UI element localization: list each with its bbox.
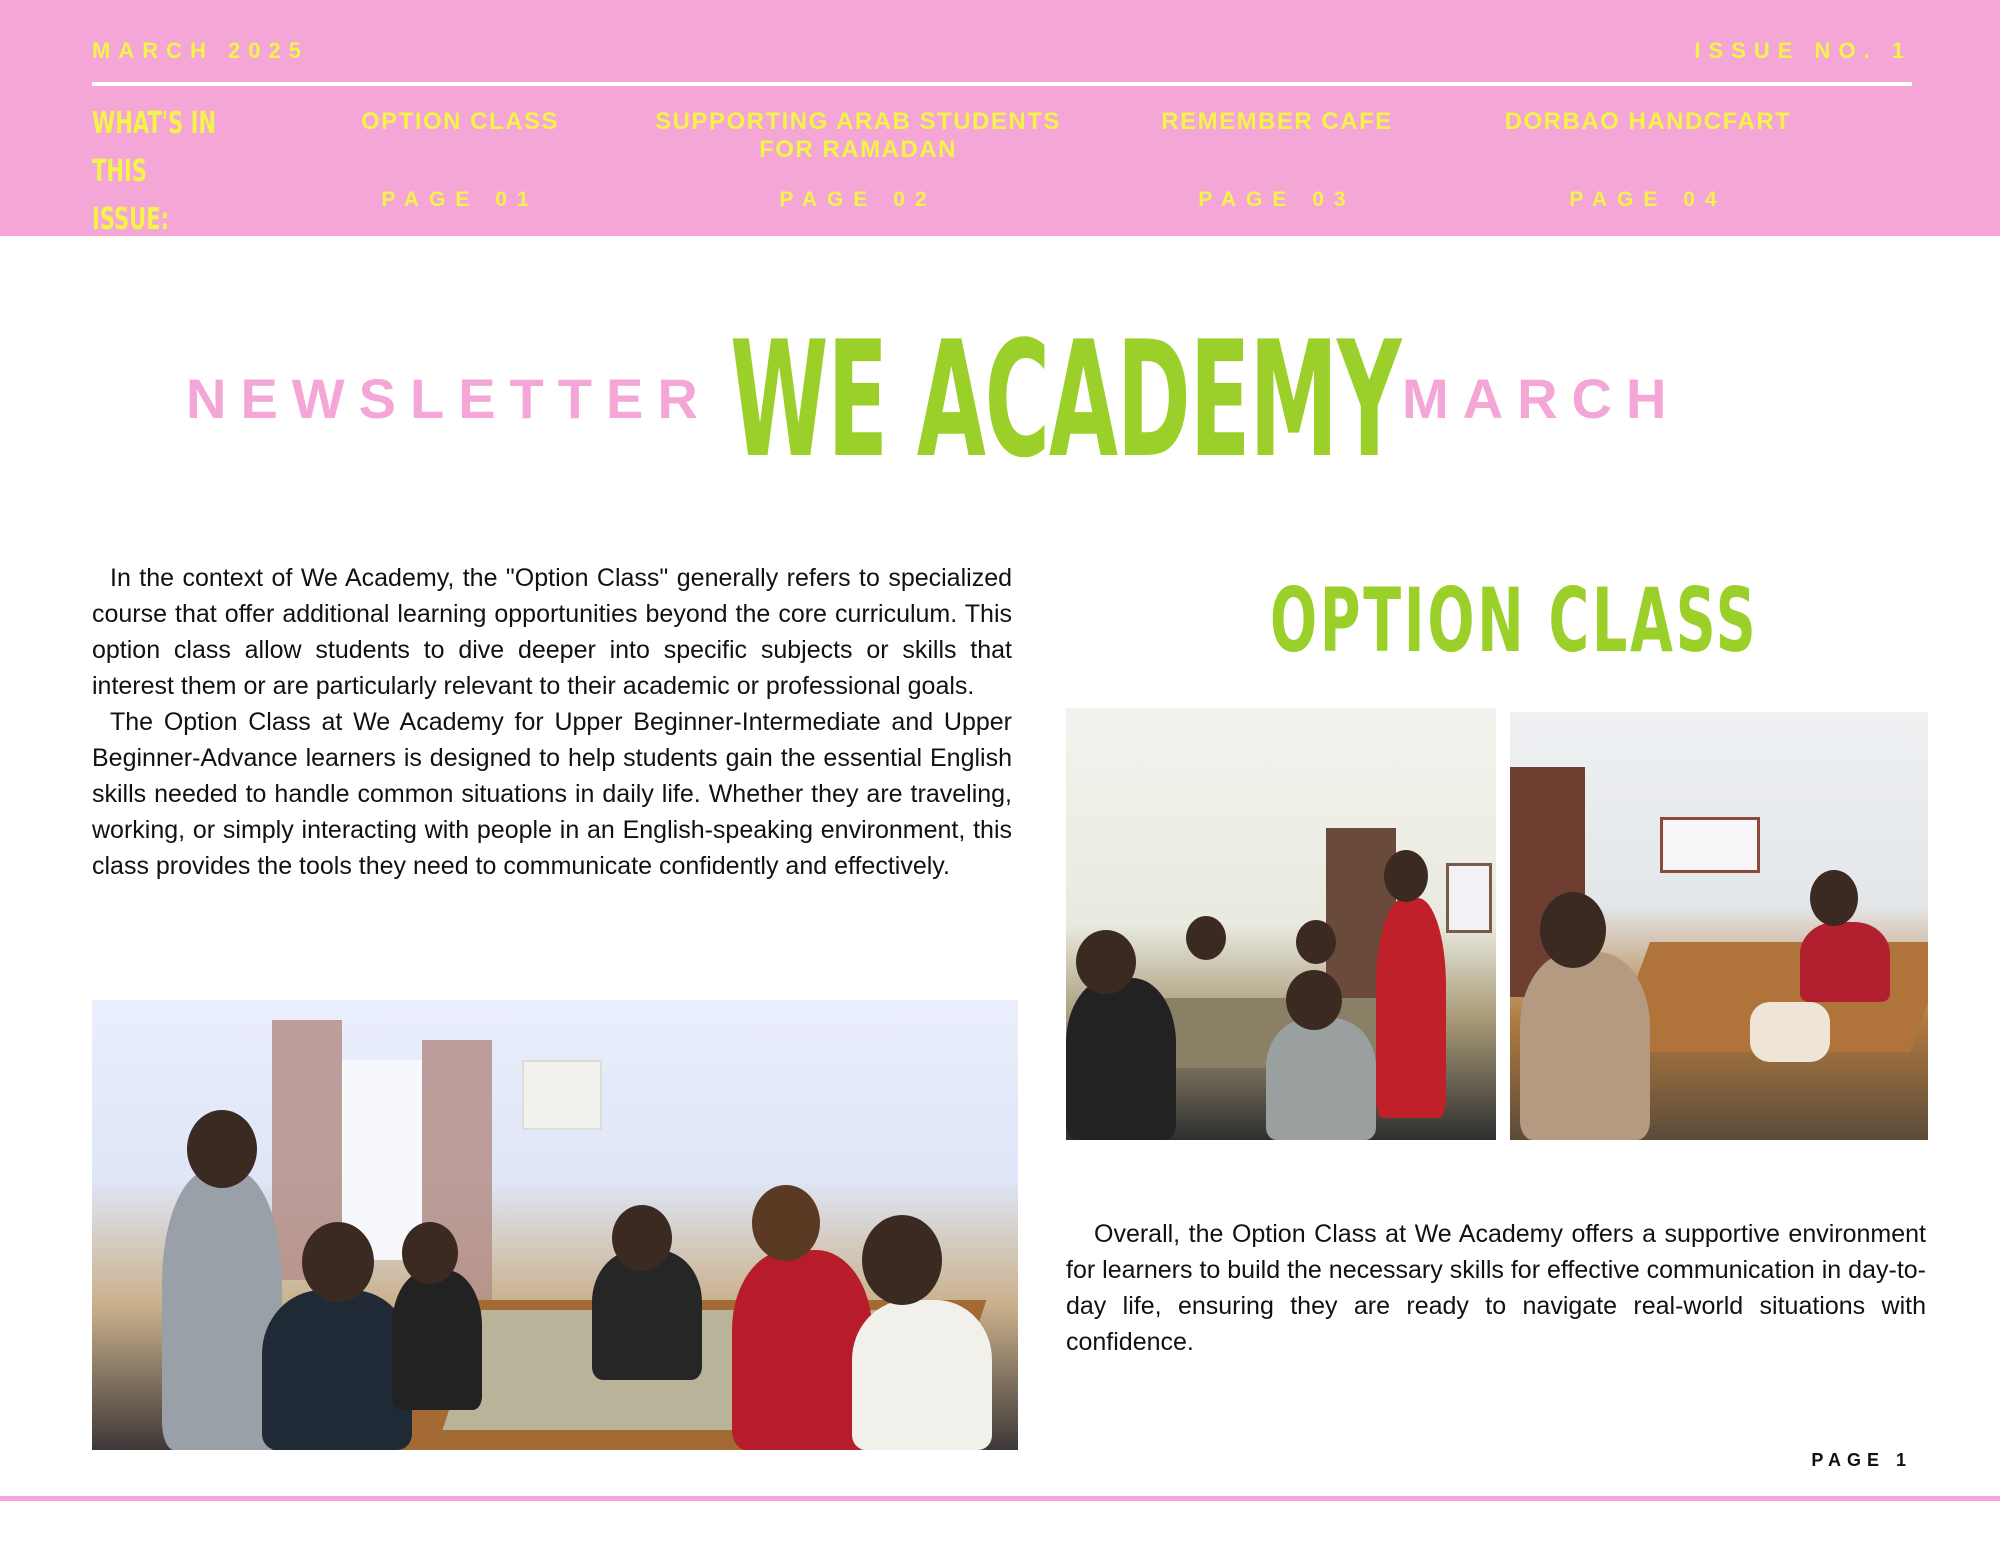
issue-date: MARCH 2025 (92, 38, 309, 63)
person-seated (392, 1270, 482, 1410)
outro-text: Overall, the Option Class at We Academy offers a supportive environment for learners to build the necessary skills for effective communication in day-to-day life, ensuring they are ready to navigate real-world situations with confidence. (1066, 1220, 1926, 1356)
person-head (1186, 916, 1226, 960)
person-head (862, 1215, 942, 1305)
issue-header (0, 0, 2000, 236)
whats-in-label: WHAT'S IN THIS ISSUE: (92, 106, 217, 237)
toc-page: PAGE 03 (1198, 188, 1356, 211)
toc-page: PAGE 02 (779, 188, 937, 211)
teacher-red-shirt (1376, 898, 1446, 1118)
toc-page: PAGE 04 (1569, 188, 1727, 211)
student (1066, 978, 1176, 1140)
wall-board (1446, 863, 1492, 933)
person-head (752, 1185, 820, 1261)
masthead-title: WE ACADEMY (730, 306, 1401, 493)
person-head (187, 1110, 257, 1188)
header-divider (92, 82, 1912, 86)
whiteboard (1660, 817, 1760, 873)
person-head (1076, 930, 1136, 994)
toc-title: SUPPORTING ARAB STUDENTS FOR RAMADAN (655, 108, 1061, 163)
masthead-month: MARCH (1402, 367, 1681, 430)
page-number: PAGE 1 (1811, 1450, 1912, 1470)
student (1266, 1018, 1376, 1140)
person-head (302, 1222, 374, 1302)
person-head (612, 1205, 672, 1271)
person-front (262, 1290, 412, 1450)
intro-text (92, 560, 1012, 884)
masthead-newsletter: NEWSLETTER (186, 367, 712, 430)
intro-paragraph-2: The Option Class at We Academy for Upper Beginner-Intermediate and Upper Beginner-Advance learners is designed to help students gain the essential English skills needed to handle common situations in daily life. Whether they are traveling, working, or simply interacting with people in an English-speaking environment, this class provides the tools they need to communicate confidently and effectively. (92, 708, 1012, 880)
toc-title: REMEMBER CAFE (1161, 108, 1393, 135)
toc-item-supporting-arab-students[interactable] (640, 108, 1076, 211)
person-head (1384, 850, 1428, 902)
student-seated (1520, 952, 1650, 1140)
person-head (1286, 970, 1342, 1030)
bag (1750, 1002, 1830, 1062)
person-red-hoodie (732, 1250, 872, 1450)
toc-page: PAGE 01 (381, 188, 539, 211)
toc-item-option-class[interactable] (352, 108, 568, 211)
person-white-shirt (852, 1300, 992, 1450)
teacher (1800, 922, 1890, 1002)
toc-item-remember-cafe[interactable] (1150, 108, 1404, 211)
class-photo-1 (1066, 708, 1496, 1140)
toc-title: DORBAO HANDCFART (1504, 108, 1792, 135)
whiteboard (522, 1060, 602, 1130)
toc-item-dorbao-handcfart[interactable] (1490, 108, 1806, 211)
toc-title: OPTION CLASS (360, 108, 559, 135)
intro-paragraph-1: In the context of We Academy, the "Option Class" generally refers to specialized course that offer additional learning opportunities beyond the core curriculum. This option class allow students to dive deeper into specific subjects or skills that interest them or are particularly relevant to their academic or professional goals. (92, 564, 1012, 700)
group-photo (92, 1000, 1018, 1450)
person-head (402, 1222, 458, 1284)
person-head (1296, 920, 1336, 964)
person-head (1540, 892, 1606, 968)
issue-number: ISSUE NO. 1 (1694, 38, 1912, 63)
footer-divider (0, 1496, 2000, 1501)
class-photo-2 (1510, 712, 1928, 1140)
section-title: OPTION CLASS (1270, 569, 1759, 672)
person-head (1810, 870, 1858, 926)
